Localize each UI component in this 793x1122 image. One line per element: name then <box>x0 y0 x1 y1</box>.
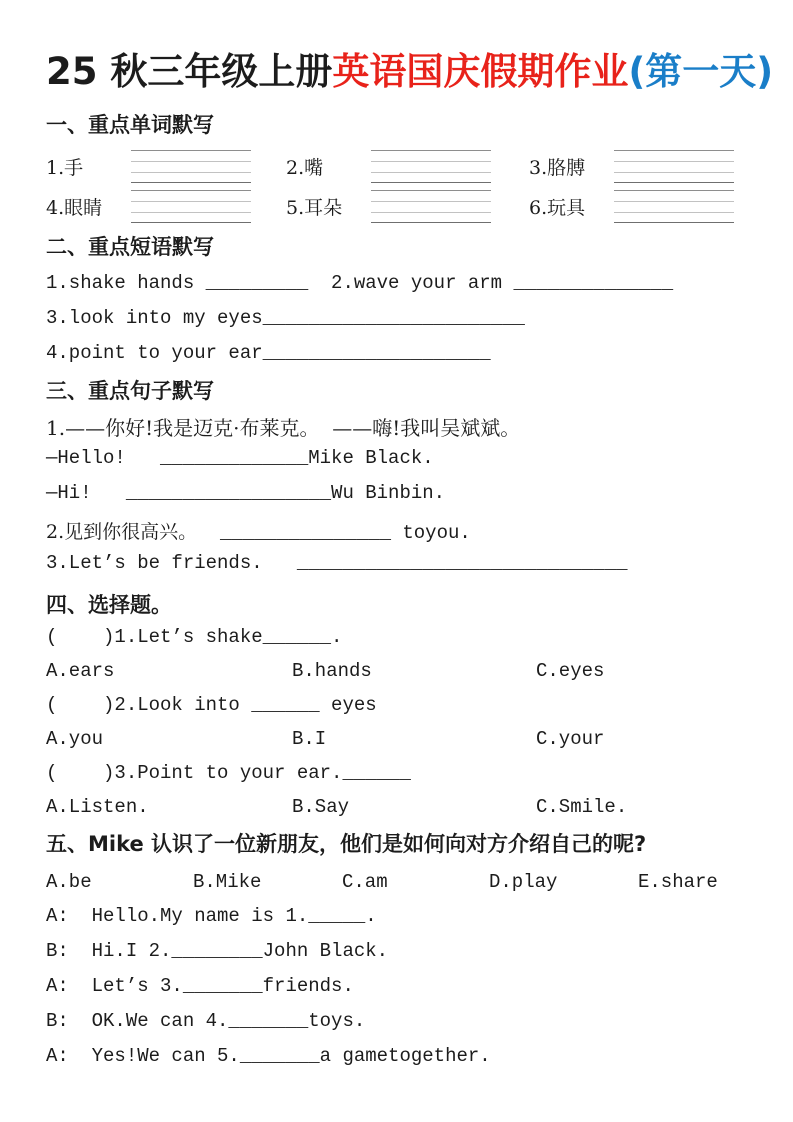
word-bank-item: B.Mike <box>193 871 262 893</box>
section-phrases-heading: 二、重点短语默写 <box>46 235 214 259</box>
word-item <box>529 146 753 186</box>
section-words <box>46 112 753 226</box>
title-day-part: (第一天) <box>628 50 774 93</box>
word-item <box>529 186 753 226</box>
option-b: B.hands <box>292 660 372 682</box>
sentence-line: —Hi! __________________Wu Binbin. <box>46 482 446 504</box>
section-words-heading: 一、重点单词默写 <box>46 113 214 137</box>
writing-guide-lines <box>614 190 734 223</box>
word-grid <box>46 146 753 226</box>
question-stem: ( )1.Let’s shake______. <box>46 626 343 648</box>
dialog-line: A: Hello.My name is 1._____. <box>46 905 377 927</box>
dialog-line: B: Hi.I 2.________John Black. <box>46 940 389 962</box>
sentence-line-cn-part: 2.见到你很高兴。 <box>46 521 198 543</box>
section-phrases <box>46 234 753 364</box>
word-bank-item: E.share <box>638 871 718 893</box>
option-c: C.eyes <box>536 660 605 682</box>
word-item-label: 4.眼睛 <box>46 196 103 219</box>
page-title <box>46 50 774 94</box>
dialog-line: A: Let’s 3._______friends. <box>46 975 354 997</box>
section-sentences <box>46 378 753 574</box>
option-a: A.you <box>46 728 104 750</box>
writing-guide-lines <box>371 150 491 183</box>
writing-guide-lines <box>614 150 734 183</box>
word-item <box>46 186 286 226</box>
option-b: B.I <box>292 728 327 750</box>
writing-guide-lines <box>131 150 251 183</box>
title-grade-part: 25 秋三年级上册 <box>46 50 333 93</box>
section-dialog <box>46 831 753 1067</box>
sentence-line-blank-part: _______________ toyou. <box>197 522 471 544</box>
sentence-line: 3.Let’s be friends. _____________________________ <box>46 552 628 574</box>
question-stem: ( )3.Point to your ear.______ <box>46 762 411 784</box>
word-item-label: 6.玩具 <box>529 196 586 219</box>
word-item-label: 2.嘴 <box>286 156 324 179</box>
section-choice-heading: 四、选择题。 <box>46 593 172 617</box>
phrase-line: 1.shake hands _________ 2.wave your arm ______________ <box>46 272 674 294</box>
writing-guide-lines <box>131 190 251 223</box>
option-c: C.your <box>536 728 605 750</box>
phrase-line: 3.look into my eyes_______________________ <box>46 307 525 329</box>
phrase-line: 4.point to your ear____________________ <box>46 342 491 364</box>
word-bank-item: D.play <box>489 871 558 893</box>
option-c: C.Smile. <box>536 796 628 818</box>
dialog-line: A: Yes!We can 5._______a gametogether. <box>46 1045 491 1067</box>
dialog-block <box>46 905 753 1067</box>
question-options <box>46 660 753 682</box>
dialog-line: B: OK.We can 4._______toys. <box>46 1010 366 1032</box>
question-stem: ( )2.Look into ______ eyes <box>46 694 377 716</box>
word-bank-item: A.be <box>46 871 92 893</box>
section-choice <box>46 592 753 818</box>
question-options <box>46 728 753 750</box>
word-item-label: 3.胳膊 <box>529 156 586 179</box>
word-bank-item: C.am <box>342 871 388 893</box>
title-subject-part: 英语国庆假期作业 <box>332 50 629 93</box>
word-item-label: 5.耳朵 <box>286 196 343 219</box>
word-item <box>286 146 529 186</box>
option-b: B.Say <box>292 796 350 818</box>
word-item <box>46 146 286 186</box>
sentence-line-mixed <box>46 517 753 544</box>
word-bank <box>46 871 753 893</box>
sentence-line-cn: 1.——你好!我是迈克·布莱克。 ——嗨!我叫吴斌斌。 <box>46 416 521 440</box>
word-item <box>286 186 529 226</box>
section-dialog-heading: 五、Mike 认识了一位新朋友，他们是如何向对方介绍自己的呢? <box>46 832 647 856</box>
option-a: A.Listen. <box>46 796 149 818</box>
question-options <box>46 796 753 818</box>
option-a: A.ears <box>46 660 115 682</box>
section-sentences-heading: 三、重点句子默写 <box>46 379 214 403</box>
word-item-label: 1.手 <box>46 156 84 179</box>
sentence-line: —Hello! _____________Mike Black. <box>46 447 434 469</box>
writing-guide-lines <box>371 190 491 223</box>
